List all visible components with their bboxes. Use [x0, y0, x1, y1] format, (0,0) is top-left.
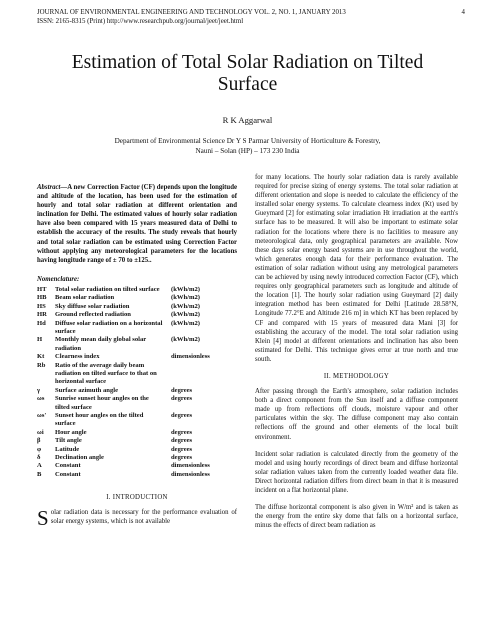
nomenclature-row: [37, 446, 235, 454]
nomenclature-row: [37, 387, 235, 395]
nomenclature-unit: degrees: [171, 386, 193, 394]
nomenclature-description: Beam solar radiation: [55, 294, 115, 302]
nomenclature-symbol: ωs: [37, 395, 45, 403]
nomenclature-unit: (kWh/m2): [171, 285, 200, 293]
nomenclature-table: [37, 286, 235, 479]
nomenclature-unit: [171, 362, 235, 387]
affiliation: [40, 137, 455, 156]
nomenclature-unit: degrees: [171, 454, 193, 462]
nomenclature-heading: Nomenclature:: [37, 275, 80, 283]
abstract-text: —A new Correction Factor (CF) depends upon the longitude and altitude of the location, has been used for the estimation of hourly and total solar radiation at different orientation and inclination for Delhi. The estimated values of hourly solar radiation have also been compared with 15 years measured data of Delhi to establish the accuracy of the results. The study reveals that hourly and total solar radiation can be estimated using Correction Factor without applying any meteorological parameters for the locations having longitude range of ± 70 to ±125..: [37, 184, 237, 264]
paragraph-1: for many locations. The hourly solar radiation data is rarely available required for precise sizing of energy systems. The total solar radiation at different orientation and slope is needed to calculate the efficiency of the installed solar energy systems. To calculate clearness index (Kt) used by Gueymard [2] for estimating solar irradiation Ht irradiation at the earth's surface has to be measured. It will also be important to estimate solar radiation for the locations where there is no facilities to measure any meteorological data, only geographical parameters are available. Now these days solar energy based systems are in use throughout the world, which generates enough data for their performance evaluation. The estimation of solar radiation without using any metrological parameters can be achieved by using newly introduced correction Factor (CF), which requires only geographical parameters such as longitude and altitude of the location [1]. The hourly solar radiation using Gueymard [2] daily integration method has been estimated for Delhi [Latitude 28.58°N, Longitude 77.2°E and Altitude 216 m] in which KT has been replaced by CF and compared with 15 years of measured data Mani [3] for establishing the accuracy of the model. The total solar radiation using Klein [4] model at different orientations and inclination has also been estimated for Delhi. This technique gives error at true north and true south.: [255, 174, 458, 363]
nomenclature-symbol: A: [37, 462, 42, 470]
nomenclature-row: [37, 353, 235, 361]
nomenclature-row: [37, 311, 235, 319]
nomenclature-unit: degrees: [171, 428, 193, 436]
drop-cap: S: [37, 506, 49, 531]
author-name: R K Aggarwal: [222, 115, 273, 125]
nomenclature-unit: (kWh/m2): [171, 311, 200, 319]
nomenclature-row: [37, 471, 235, 479]
abstract: [37, 183, 237, 265]
nomenclature-description: Sunset hour angles on the tilted surface: [55, 412, 144, 428]
nomenclature-symbol: HT: [37, 285, 47, 293]
journal-issn: ISSN: 2165-8315 (Print) http://www.researchpub.org/journal/jeet/jeet.html: [37, 17, 244, 25]
nomenclature-symbol: Kt: [37, 353, 45, 361]
nomenclature-row: [37, 336, 235, 353]
nomenclature-description: Constant: [55, 462, 81, 470]
nomenclature-description: Diffuse solar radiation on a horizontal surface: [55, 319, 163, 335]
journal-header: [37, 9, 465, 26]
nomenclature-description: Ratio of the average daily beam radiation on tilted surface to that on horizontal surface: [55, 361, 157, 386]
nomenclature-unit: dimensionless: [171, 462, 210, 470]
nomenclature-symbol: Hd: [37, 319, 46, 327]
nomenclature-symbol: HS: [37, 302, 46, 310]
nomenclature-description: Latitude: [55, 445, 80, 453]
nomenclature-symbol: ωi: [37, 428, 44, 436]
nomenclature-symbol: ωs': [37, 412, 47, 420]
paragraph-3: Incident solar radiation is calculated directly from the geometry of the model and using hourly recordings of direct beam and diffuse horizontal solar radiation values taken from the currently loaded weather data file. Direct horizontal radiation differs from direct beam in that it is measured incident on a flat horizontal plane.: [255, 450, 458, 494]
nomenclature-unit: (kWh/m2): [171, 294, 200, 302]
nomenclature-unit: degrees: [171, 395, 193, 403]
nomenclature-description: Sky diffuse solar radiation: [55, 302, 130, 310]
nomenclature-row: [37, 462, 235, 470]
nomenclature-row: [37, 437, 235, 445]
paragraph-4: The diffuse horizontal component is also given in W/m² and is taken as the energy from the entire sky dome that falls on a horizontal surface, minus the effects of direct beam radiation as: [255, 504, 458, 530]
section-heading-introduction: I. INTRODUCTION: [106, 494, 168, 502]
nomenclature-description: Ground reflected radiation: [55, 311, 131, 319]
nomenclature-description: Tilt angle: [55, 437, 82, 445]
nomenclature-description: Hour angle: [55, 428, 87, 436]
left-column: [37, 183, 237, 531]
section-heading-methodology: II. METHODOLOGY: [323, 372, 390, 380]
nomenclature-symbol: Rb: [37, 361, 46, 369]
nomenclature-symbol: γ: [37, 386, 41, 394]
nomenclature-unit: degrees: [171, 437, 193, 445]
nomenclature-symbol: φ: [37, 445, 42, 453]
nomenclature-unit: (kWh/m2): [171, 319, 200, 327]
nomenclature-symbol: HR: [37, 311, 47, 319]
nomenclature-unit: degrees: [171, 445, 193, 453]
nomenclature-row: [37, 362, 235, 387]
nomenclature-unit: dimensionless: [171, 470, 210, 478]
nomenclature-description: Monthly mean daily global solar radiation: [55, 336, 147, 352]
nomenclature-description: Sunrise sunset hour angles on the tilted surface: [55, 395, 149, 411]
nomenclature-row: [37, 286, 235, 294]
abstract-lead: Abstract: [37, 184, 61, 191]
introduction-paragraph: [37, 506, 237, 531]
introduction-text: olar radiation data is necessary for the performance evaluation of solar energy systems, which is not available: [50, 509, 237, 526]
affiliation-line-2: Nauni – Solan (HP) – 173 230 India: [195, 146, 300, 155]
right-column: [255, 173, 458, 538]
nomenclature-unit: (kWh/m2): [171, 336, 200, 344]
nomenclature-row: [37, 303, 235, 311]
nomenclature-symbol: HB: [37, 294, 47, 302]
paper-title: Estimation of Total Solar Radiation on Tilted Surface: [71, 52, 424, 95]
nomenclature-row: [37, 454, 235, 462]
nomenclature-description: Surface azimuth angle: [55, 386, 119, 394]
nomenclature-description: Declination angle: [55, 454, 104, 462]
nomenclature-row: [37, 320, 235, 337]
nomenclature-description: Constant: [55, 470, 81, 478]
nomenclature-unit: dimensionless: [171, 353, 210, 361]
page-number: 4: [461, 9, 465, 16]
nomenclature-description: Total solar radiation on tilted surface: [55, 285, 160, 293]
nomenclature-description: Clearness index: [55, 353, 100, 361]
nomenclature-symbol: H: [37, 336, 43, 344]
nomenclature-row: [37, 429, 235, 437]
nomenclature-row: [37, 294, 235, 302]
affiliation-line-1: Department of Environmental Science Dr Y S Parmar University of Horticulture & Forestry,: [114, 137, 381, 145]
journal-name: JOURNAL OF ENVIRONMENTAL ENGINEERING AND TECHNOLOGY VOL. 2, NO. 1, JANUARY 2013: [37, 9, 346, 16]
nomenclature-symbol: δ: [37, 454, 41, 462]
nomenclature-symbol: B: [37, 470, 42, 478]
paragraph-2: After passing through the Earth's atmosphere, solar radiation includes both a direct component from the Sun itself and a diffuse component made up from reflections off clouds, moisture vapour and other particulates within the sky. The diffuse component may also contain reflections off the ground and other elements of the local built environment.: [255, 388, 458, 441]
nomenclature-row: [37, 412, 235, 429]
nomenclature-unit: (kWh/m2): [171, 302, 200, 310]
nomenclature-unit: degrees: [171, 412, 193, 420]
nomenclature-symbol: β: [37, 437, 41, 445]
nomenclature-row: [37, 395, 235, 412]
